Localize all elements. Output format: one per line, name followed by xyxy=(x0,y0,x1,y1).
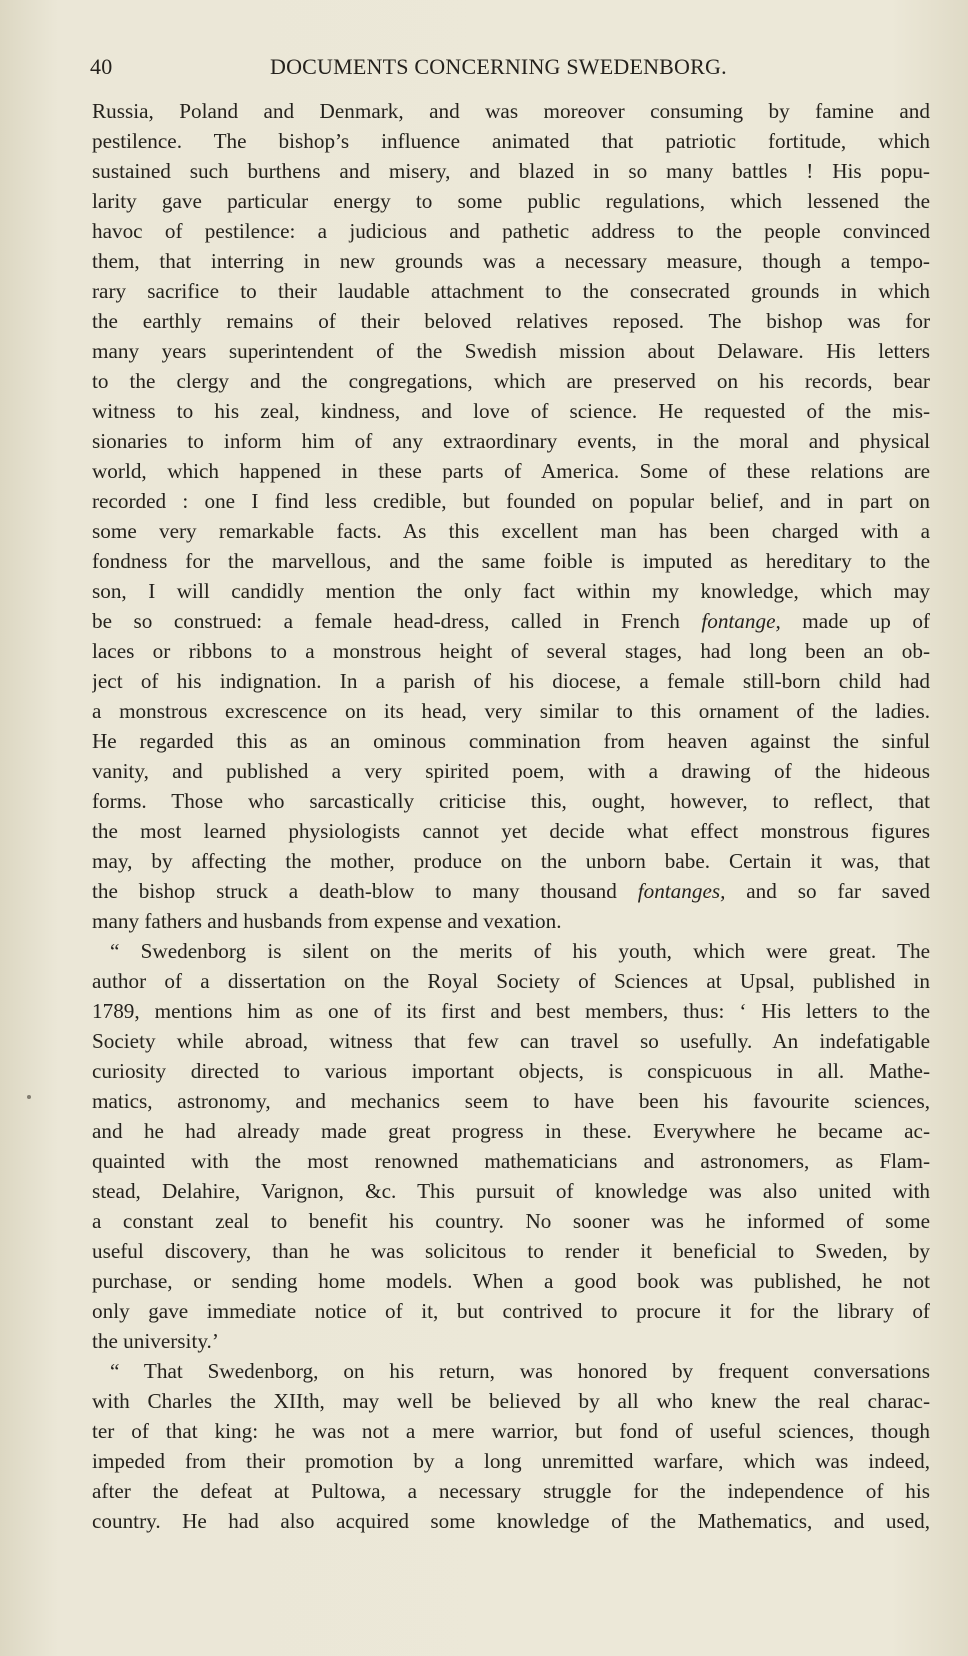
text-line: to the clergy and the congregations, which are preserved on his records, bear xyxy=(92,369,930,393)
text-line: world, which happened in these parts of America. Some of these relations are xyxy=(92,459,930,483)
text-line: after the defeat at Pultowa, a necessary struggle for the independence of his xyxy=(92,1479,930,1503)
text-line: ject of his indignation. In a parish of his diocese, a female still-born child had xyxy=(92,669,930,693)
page-number: 40 xyxy=(90,54,113,79)
text-line: many fathers and husbands from expense and vexation. xyxy=(92,909,562,933)
text-line: vanity, and published a very spirited poem, with a drawing of the hideous xyxy=(92,759,930,783)
text-line: quainted with the most renowned mathematicians and astronomers, as Flam- xyxy=(92,1149,930,1173)
text-line: recorded : one I find less credible, but founded on popular belief, and in part on xyxy=(92,489,930,513)
text-line: havoc of pestilence: a judicious and pathetic address to the people convinced xyxy=(92,219,930,243)
text-line xyxy=(92,606,930,636)
text-line: with Charles the XIIth, may well be believed by all who knew the real charac- xyxy=(92,1389,930,1413)
text-line: purchase, or sending home models. When a good book was published, he not xyxy=(92,1269,930,1293)
text-line: pestilence. The bishop’s influence animated that patriotic fortitude, which xyxy=(92,129,930,153)
text-line: stead, Delahire, Varignon, &c. This pursuit of knowledge was also united with xyxy=(92,1179,930,1203)
text-line: country. He had also acquired some knowledge of the Mathematics, and used, xyxy=(92,1509,930,1533)
text-line: many years superintendent of the Swedish mission about Delaware. His letters xyxy=(92,339,930,363)
text-line: fondness for the marvellous, and the same foible is imputed as hereditary to the xyxy=(92,549,930,573)
text-line: the university.’ xyxy=(92,1329,219,1353)
margin-speck xyxy=(27,1095,31,1099)
text-line: a monstrous excrescence on its head, very similar to this ornament of the ladies. xyxy=(92,699,930,723)
text-line: useful discovery, than he was solicitous to render it beneficial to Sweden, by xyxy=(92,1239,930,1263)
text-line: ter of that king: he was not a mere warrior, but fond of useful sciences, though xyxy=(92,1419,930,1443)
text-line: Russia, Poland and Denmark, and was moreover consuming by famine and xyxy=(92,99,930,123)
italic-term: fontanges, xyxy=(637,879,726,903)
text-line: matics, astronomy, and mechanics seem to have been his favourite sciences, xyxy=(92,1089,930,1113)
text-line: “ That Swedenborg, on his return, was honored by frequent conversations xyxy=(110,1359,930,1383)
running-title: DOCUMENTS CONCERNING SWEDENBORG. xyxy=(270,54,727,79)
text-line: Society while abroad, witness that few can travel so usefully. An indefatigable xyxy=(92,1029,930,1053)
text-line: “ Swedenborg is silent on the merits of his youth, which were great. The xyxy=(110,939,930,963)
text-line-segment: the bishop struck a death-blow to many thousand xyxy=(92,879,638,903)
text-line: a constant zeal to benefit his country. No sooner was he informed of some xyxy=(92,1209,930,1233)
text-line: the earthly remains of their beloved relatives reposed. The bishop was for xyxy=(92,309,930,333)
text-line: only gave immediate notice of it, but contrived to procure it for the library of xyxy=(92,1299,930,1323)
text-line: impeded from their promotion by a long unremitted warfare, which was indeed, xyxy=(92,1449,930,1473)
text-line: curiosity directed to various important objects, is conspicuous in all. Mathe- xyxy=(92,1059,930,1083)
text-line: witness to his zeal, kindness, and love of science. He requested of the mis- xyxy=(92,399,930,423)
text-line: son, I will candidly mention the only fact within my knowledge, which may xyxy=(92,579,930,603)
italic-term: fontange, xyxy=(701,609,781,633)
text-line: forms. Those who sarcastically criticise this, ought, however, to reflect, that xyxy=(92,789,930,813)
text-line: 1789, mentions him as one of its first and best members, thus: ‘ His letters to the xyxy=(92,999,930,1023)
text-line: sustained such burthens and misery, and blazed in so many battles ! His popu- xyxy=(92,159,930,183)
text-line: some very remarkable facts. As this excellent man has been charged with a xyxy=(92,519,930,543)
text-line: laces or ribbons to a monstrous height of several stages, had long been an ob- xyxy=(92,639,930,663)
text-line: may, by affecting the mother, produce on the unborn babe. Certain it was, that xyxy=(92,849,930,873)
running-header xyxy=(90,54,930,84)
text-line: sionaries to inform him of any extraordinary events, in the moral and physical xyxy=(92,429,930,453)
text-line: author of a dissertation on the Royal Society of Sciences at Upsal, published in xyxy=(92,969,930,993)
text-line xyxy=(92,876,930,906)
text-line-segment: and so far saved xyxy=(725,879,930,903)
body-text xyxy=(92,96,930,1536)
text-line: the most learned physiologists cannot yet decide what effect monstrous figures xyxy=(92,819,930,843)
text-line: them, that interring in new grounds was a necessary measure, though a tempo- xyxy=(92,249,930,273)
text-line: and he had already made great progress in these. Everywhere he became ac- xyxy=(92,1119,930,1143)
text-line: larity gave particular energy to some public regulations, which lessened the xyxy=(92,189,930,213)
text-line: rary sacrifice to their laudable attachment to the consecrated grounds in which xyxy=(92,279,930,303)
text-line-segment: made up of xyxy=(780,609,930,633)
text-line-segment: be so construed: a female head-dress, called in French xyxy=(92,609,702,633)
text-line: He regarded this as an ominous commination from heaven against the sinful xyxy=(92,729,930,753)
